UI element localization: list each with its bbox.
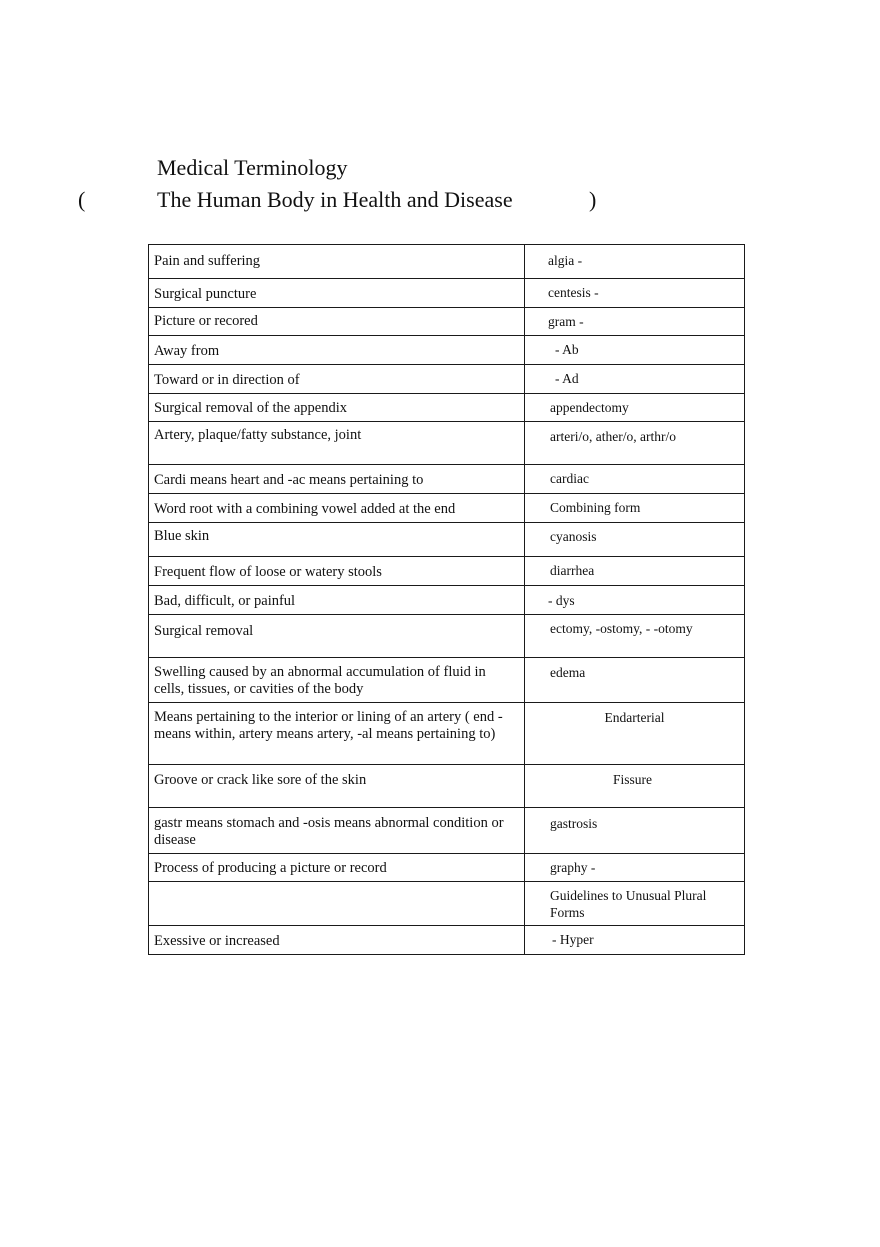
definition-cell: Bad, difficult, or painful xyxy=(149,586,525,615)
definition-cell: Word root with a combining vowel added at the end xyxy=(149,494,525,523)
definition-cell: Swelling caused by an abnormal accumulation of fluid in cells, tissues, or cavities of the body xyxy=(149,658,525,703)
page-subtitle: The Human Body in Health and Disease xyxy=(157,187,513,212)
definition-cell: Surgical removal xyxy=(149,615,525,658)
term-cell: - dys xyxy=(525,586,745,615)
table-row xyxy=(149,279,745,308)
term-cell: arteri/o, ather/o, arthr/o xyxy=(525,422,745,465)
definition-cell: gastr means stomach and -osis means abnormal condition or disease xyxy=(149,808,525,854)
term-cell: Combining form xyxy=(525,494,745,523)
table-row xyxy=(149,494,745,523)
definition-cell: Pain and suffering xyxy=(149,245,525,279)
term-cell: algia - xyxy=(525,245,745,279)
subtitle-close-paren: ) xyxy=(589,187,597,212)
table-row xyxy=(149,365,745,394)
term-cell: Guidelines to Unusual Plural Forms xyxy=(525,882,745,926)
definition-cell: Artery, plaque/fatty substance, joint xyxy=(149,422,525,465)
term-cell: appendectomy xyxy=(525,394,745,422)
term-cell: - Ad xyxy=(525,365,745,394)
table-row xyxy=(149,557,745,586)
definition-cell: Exessive or increased xyxy=(149,926,525,955)
definition-cell: Blue skin xyxy=(149,523,525,557)
definition-cell xyxy=(149,882,525,926)
page-title: Medical Terminology xyxy=(157,155,348,180)
table-row xyxy=(149,422,745,465)
definition-cell: Toward or in direction of xyxy=(149,365,525,394)
table-row xyxy=(149,765,745,808)
term-cell: - Ab xyxy=(525,336,745,365)
definition-cell: Away from xyxy=(149,336,525,365)
table-row xyxy=(149,882,745,926)
definition-cell: Means pertaining to the interior or lining of an artery ( end - means within, artery means artery, -al means pertaining to) xyxy=(149,703,525,765)
table-row xyxy=(149,465,745,494)
table-row xyxy=(149,854,745,882)
subtitle-open-paren: ( xyxy=(78,187,86,212)
definition-cell: Groove or crack like sore of the skin xyxy=(149,765,525,808)
definition-cell: Frequent flow of loose or watery stools xyxy=(149,557,525,586)
table-row xyxy=(149,586,745,615)
terminology-table xyxy=(148,244,745,955)
table-row xyxy=(149,336,745,365)
term-cell: centesis - xyxy=(525,279,745,308)
term-cell: cyanosis xyxy=(525,523,745,557)
definition-cell: Cardi means heart and -ac means pertaining to xyxy=(149,465,525,494)
term-cell: cardiac xyxy=(525,465,745,494)
table-row xyxy=(149,926,745,955)
table-row xyxy=(149,703,745,765)
table-row xyxy=(149,808,745,854)
term-cell: - Hyper xyxy=(525,926,745,955)
term-cell: edema xyxy=(525,658,745,703)
table-row xyxy=(149,308,745,336)
definition-cell: Picture or recored xyxy=(149,308,525,336)
definition-cell: Surgical puncture xyxy=(149,279,525,308)
term-cell: Fissure xyxy=(525,765,745,808)
definition-cell: Process of producing a picture or record xyxy=(149,854,525,882)
table-row xyxy=(149,245,745,279)
table-row xyxy=(149,615,745,658)
term-cell: diarrhea xyxy=(525,557,745,586)
table-row xyxy=(149,394,745,422)
table-row xyxy=(149,523,745,557)
term-cell: gastrosis xyxy=(525,808,745,854)
table-row xyxy=(149,658,745,703)
definition-cell: Surgical removal of the appendix xyxy=(149,394,525,422)
term-cell: ectomy, -ostomy, - -otomy xyxy=(525,615,745,658)
term-cell: Endarterial xyxy=(525,703,745,765)
term-cell: graphy - xyxy=(525,854,745,882)
term-cell: gram - xyxy=(525,308,745,336)
